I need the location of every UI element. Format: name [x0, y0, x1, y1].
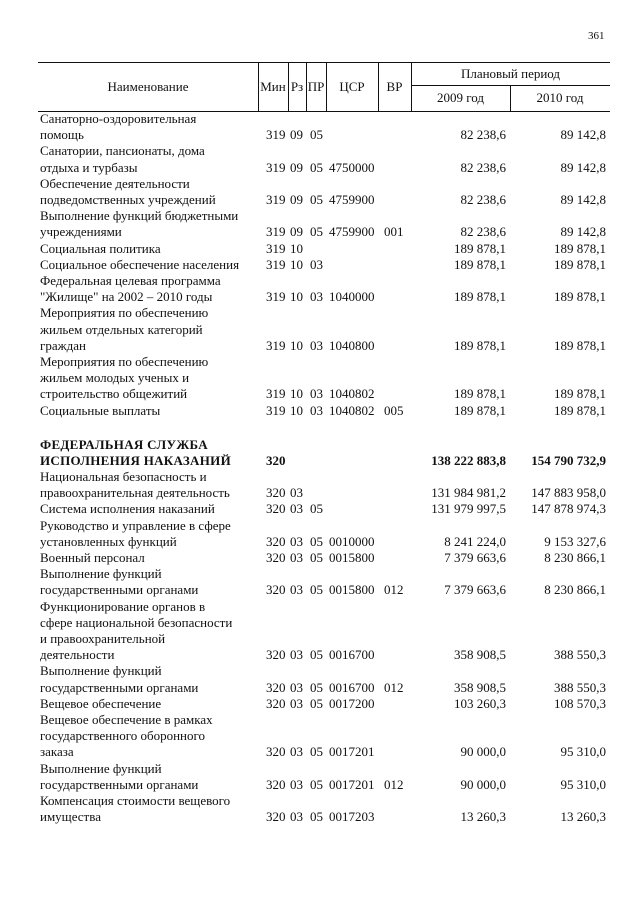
row-name-line: Функционирование органов в	[40, 598, 206, 614]
row-pr: 05	[310, 679, 323, 695]
row-pr: 05	[310, 582, 323, 598]
row-pr: 05	[310, 776, 323, 792]
row-min: 319	[266, 191, 286, 207]
row-value-2010: 189 878,1	[554, 386, 606, 402]
table-row	[0, 273, 640, 305]
table-row	[0, 111, 640, 143]
row-rz: 03	[290, 550, 303, 566]
row-value-2009: 189 878,1	[454, 402, 506, 418]
row-value-2010: 8 230 866,1	[544, 582, 606, 598]
row-csr: 0015800	[329, 582, 375, 598]
row-rz: 03	[290, 647, 303, 663]
row-value-2009: 82 238,6	[460, 159, 506, 175]
row-rz: 03	[290, 744, 303, 760]
row-pr: 05	[310, 191, 323, 207]
row-value-2010: 9 153 327,6	[544, 533, 606, 549]
row-name	[40, 305, 258, 354]
row-min: 320	[266, 744, 286, 760]
row-value-2010: 189 878,1	[554, 256, 606, 272]
row-csr: 0016700	[329, 679, 375, 695]
row-rz: 03	[290, 679, 303, 695]
row-min: 319	[266, 402, 286, 418]
row-name-line: "Жилище" на 2002 – 2010 годы	[40, 289, 213, 305]
row-pr: 05	[310, 647, 323, 663]
row-min: 320	[266, 533, 286, 549]
row-min: 319	[266, 289, 286, 305]
row-min: 319	[266, 256, 286, 272]
row-name-line: строительство общежитий	[40, 386, 188, 402]
row-pr: 05	[310, 744, 323, 760]
row-value-2009: 189 878,1	[454, 240, 506, 256]
row-csr: 1040800	[329, 337, 375, 353]
row-value-2009: 82 238,6	[460, 127, 506, 143]
row-name	[40, 501, 258, 517]
row-csr: 0017203	[329, 809, 375, 825]
row-rz: 09	[290, 159, 303, 175]
row-value-2010: 147 883 958,0	[531, 485, 606, 501]
table-row	[0, 403, 640, 419]
row-csr: 0017201	[329, 744, 375, 760]
row-name-line: Система исполнения наказаний	[40, 501, 215, 517]
row-min: 319	[266, 240, 286, 256]
row-value-2009: 13 260,3	[460, 809, 506, 825]
row-name-line: Социальное обеспечение населения	[40, 256, 240, 272]
row-name-line: Вещевое обеспечение	[40, 695, 162, 711]
row-pr: 03	[310, 289, 323, 305]
row-value-2010: 189 878,1	[554, 240, 606, 256]
row-name-line: Выполнение функций	[40, 760, 162, 776]
row-value-2009: 131 984 981,2	[431, 485, 506, 501]
header-rz: Рз	[290, 79, 304, 94]
row-rz: 03	[290, 809, 303, 825]
row-name-line: Федеральная целевая программа	[40, 272, 221, 288]
row-name-line: правоохранительная деятельность	[40, 485, 230, 501]
row-rz: 09	[290, 191, 303, 207]
row-min: 319	[266, 224, 286, 240]
row-min: 320	[266, 809, 286, 825]
row-rz: 10	[290, 402, 303, 418]
row-name	[40, 566, 258, 598]
row-pr: 05	[310, 127, 323, 143]
row-rz: 10	[290, 386, 303, 402]
table-row	[0, 354, 640, 403]
row-value-2010: 89 142,8	[560, 127, 606, 143]
row-vr: 005	[384, 402, 404, 418]
row-vr: 012	[384, 582, 404, 598]
row-name-line: Компенсация стоимости вещевого	[40, 793, 231, 808]
row-name	[40, 354, 258, 403]
row-name-line: Санаторно-оздоровительная	[40, 111, 197, 126]
row-name-line: заказа	[40, 744, 74, 760]
row-name-line: установленных функций	[40, 533, 177, 549]
row-name-line: Обеспечение деятельности	[40, 175, 190, 191]
row-rz: 10	[290, 256, 303, 272]
header-name: Наименование	[107, 79, 189, 94]
table-row	[0, 143, 640, 175]
row-min: 320	[266, 695, 286, 711]
row-rz: 10	[290, 289, 303, 305]
table-row	[0, 437, 640, 469]
row-pr: 05	[310, 550, 323, 566]
row-rz: 03	[290, 485, 303, 501]
table-row	[0, 793, 640, 825]
row-value-2009: 358 908,5	[454, 679, 506, 695]
row-csr: 0010000	[329, 533, 375, 549]
row-csr: 0016700	[329, 647, 375, 663]
page-number: 361	[588, 30, 605, 42]
row-value-2009: 90 000,0	[460, 776, 506, 792]
row-value-2010: 388 550,3	[554, 679, 606, 695]
row-value-2010: 89 142,8	[560, 159, 606, 175]
row-pr: 03	[310, 402, 323, 418]
row-csr: 4750000	[329, 159, 375, 175]
table-row	[0, 663, 640, 695]
row-value-2009: 90 000,0	[460, 744, 506, 760]
row-name-line: Выполнение функций	[40, 566, 162, 582]
row-name-line: Выполнение функций	[40, 663, 162, 679]
row-min: 320	[266, 776, 286, 792]
row-pr: 05	[310, 809, 323, 825]
row-value-2009: 189 878,1	[454, 289, 506, 305]
row-name	[40, 176, 258, 208]
row-name-line: граждан	[40, 337, 86, 353]
row-name	[40, 111, 258, 143]
row-name-line: сфере национальной безопасности	[40, 614, 233, 630]
row-value-2009: 189 878,1	[454, 337, 506, 353]
row-name	[40, 761, 258, 793]
header-year-2010: 2010 год	[536, 90, 584, 105]
row-name-line: Мероприятия по обеспечению	[40, 305, 209, 321]
row-value-2009: 131 979 997,5	[431, 501, 506, 517]
row-csr: 4759900	[329, 191, 375, 207]
row-value-2009: 7 379 663,6	[444, 550, 506, 566]
table-row	[0, 469, 640, 501]
header-year-2009: 2009 год	[437, 90, 484, 105]
row-name	[40, 550, 258, 566]
row-name-line: Военный персонал	[40, 550, 145, 566]
row-name-line: Национальная безопасность и	[40, 469, 207, 485]
row-rz: 03	[290, 695, 303, 711]
row-vr: 001	[384, 224, 404, 240]
row-name-line: подведомственных учреждений	[40, 191, 216, 207]
row-value-2010: 189 878,1	[554, 402, 606, 418]
row-name	[40, 696, 258, 712]
table-row	[0, 712, 640, 761]
row-value-2009: 138 222 883,8	[431, 452, 506, 468]
table-row	[0, 208, 640, 240]
row-name	[40, 793, 258, 825]
row-name-line: помощь	[40, 127, 84, 143]
row-value-2009: 189 878,1	[454, 386, 506, 402]
row-pr: 03	[310, 386, 323, 402]
row-name	[40, 403, 258, 419]
row-value-2010: 8 230 866,1	[544, 550, 606, 566]
row-rz: 03	[290, 582, 303, 598]
row-rz: 09	[290, 127, 303, 143]
table-body	[0, 111, 640, 825]
row-name-line: Выполнение функций бюджетными	[40, 208, 239, 224]
row-value-2010: 13 260,3	[560, 809, 606, 825]
row-name-line: ИСПОЛНЕНИЯ НАКАЗАНИЙ	[40, 452, 231, 468]
row-value-2009: 189 878,1	[454, 256, 506, 272]
row-name-line: жильем молодых ученых и	[40, 370, 190, 386]
row-name-line: Мероприятия по обеспечению	[40, 353, 209, 369]
table-row	[0, 761, 640, 793]
row-value-2009: 103 260,3	[454, 695, 506, 711]
row-min: 319	[266, 386, 286, 402]
table-row	[0, 501, 640, 517]
row-csr: 1040000	[329, 289, 375, 305]
row-name-line: ФЕДЕРАЛЬНАЯ СЛУЖБА	[40, 436, 208, 452]
row-name	[40, 257, 258, 273]
row-csr: 1040802	[329, 402, 375, 418]
row-name	[40, 143, 258, 175]
table-header	[38, 62, 610, 112]
row-name-line: деятельности	[40, 647, 115, 663]
row-name-line: Руководство и управление в сфере	[40, 517, 231, 533]
row-vr: 012	[384, 776, 404, 792]
header-csr: ЦСР	[339, 79, 365, 94]
row-vr: 012	[384, 679, 404, 695]
header-plan-period: Плановый период	[460, 66, 561, 81]
row-value-2009: 7 379 663,6	[444, 582, 506, 598]
row-pr: 05	[310, 159, 323, 175]
row-name-line: государственными органами	[40, 679, 199, 695]
row-rz: 03	[290, 776, 303, 792]
row-min: 320	[266, 582, 286, 598]
row-rz: 10	[290, 240, 303, 256]
row-value-2010: 95 310,0	[560, 744, 606, 760]
row-csr: 0015800	[329, 550, 375, 566]
row-value-2010: 147 878 974,3	[531, 501, 606, 517]
row-name-line: и правоохранительной	[40, 631, 166, 647]
row-name	[40, 208, 258, 240]
row-rz: 10	[290, 337, 303, 353]
table-row	[0, 176, 640, 208]
row-value-2010: 89 142,8	[560, 191, 606, 207]
table-row	[0, 257, 640, 273]
row-value-2009: 82 238,6	[460, 224, 506, 240]
row-value-2009: 8 241 224,0	[444, 533, 506, 549]
row-name	[40, 469, 258, 501]
row-value-2010: 89 142,8	[560, 224, 606, 240]
row-value-2010: 108 570,3	[554, 695, 606, 711]
table-row	[0, 305, 640, 354]
table-row	[0, 566, 640, 598]
row-rz: 09	[290, 224, 303, 240]
header-pr: ПР	[307, 79, 325, 94]
row-pr: 05	[310, 695, 323, 711]
row-pr: 05	[310, 501, 323, 517]
row-min: 320	[266, 647, 286, 663]
header-min: Мин	[260, 79, 286, 94]
row-value-2010: 154 790 732,9	[531, 452, 606, 468]
table-row	[0, 241, 640, 257]
row-value-2010: 388 550,3	[554, 647, 606, 663]
row-name-line: жильем отдельных категорий	[40, 321, 203, 337]
row-name-line: Социальная политика	[40, 240, 161, 256]
row-name-line: Санатории, пансионаты, дома	[40, 143, 205, 159]
row-min: 319	[266, 337, 286, 353]
row-value-2010: 189 878,1	[554, 337, 606, 353]
row-csr: 1040802	[329, 386, 375, 402]
row-name-line: государственного оборонного	[40, 728, 205, 744]
row-name-line: Вещевое обеспечение в рамках	[40, 712, 213, 728]
row-value-2010: 95 310,0	[560, 776, 606, 792]
row-name	[40, 241, 258, 257]
row-name	[40, 518, 258, 550]
row-name-line: государственными органами	[40, 582, 199, 598]
row-csr: 0017201	[329, 776, 375, 792]
table-row	[0, 550, 640, 566]
row-name	[40, 437, 258, 469]
table-row	[0, 599, 640, 664]
table-row	[0, 518, 640, 550]
row-min: 319	[266, 159, 286, 175]
row-name	[40, 599, 258, 664]
row-name-line: отдыха и турбазы	[40, 159, 138, 175]
row-name	[40, 663, 258, 695]
row-min: 320	[266, 501, 286, 517]
row-rz: 03	[290, 501, 303, 517]
row-name	[40, 712, 258, 761]
row-value-2009: 82 238,6	[460, 191, 506, 207]
row-name-line: Социальные выплаты	[40, 402, 161, 418]
row-pr: 03	[310, 337, 323, 353]
row-csr: 4759900	[329, 224, 375, 240]
row-min: 319	[266, 127, 286, 143]
row-min: 320	[266, 679, 286, 695]
row-value-2009: 358 908,5	[454, 647, 506, 663]
row-name-line: имущества	[40, 809, 101, 825]
row-pr: 05	[310, 533, 323, 549]
row-rz: 03	[290, 533, 303, 549]
row-min: 320	[266, 550, 286, 566]
row-pr: 05	[310, 224, 323, 240]
row-name-line: государственными органами	[40, 776, 199, 792]
row-csr: 0017200	[329, 695, 375, 711]
row-pr: 03	[310, 256, 323, 272]
row-value-2010: 189 878,1	[554, 289, 606, 305]
row-name-line: учреждениями	[40, 224, 122, 240]
header-vr: ВР	[386, 79, 403, 94]
table-row	[0, 696, 640, 712]
row-name	[40, 273, 258, 305]
row-min: 320	[266, 452, 286, 468]
row-min: 320	[266, 485, 286, 501]
